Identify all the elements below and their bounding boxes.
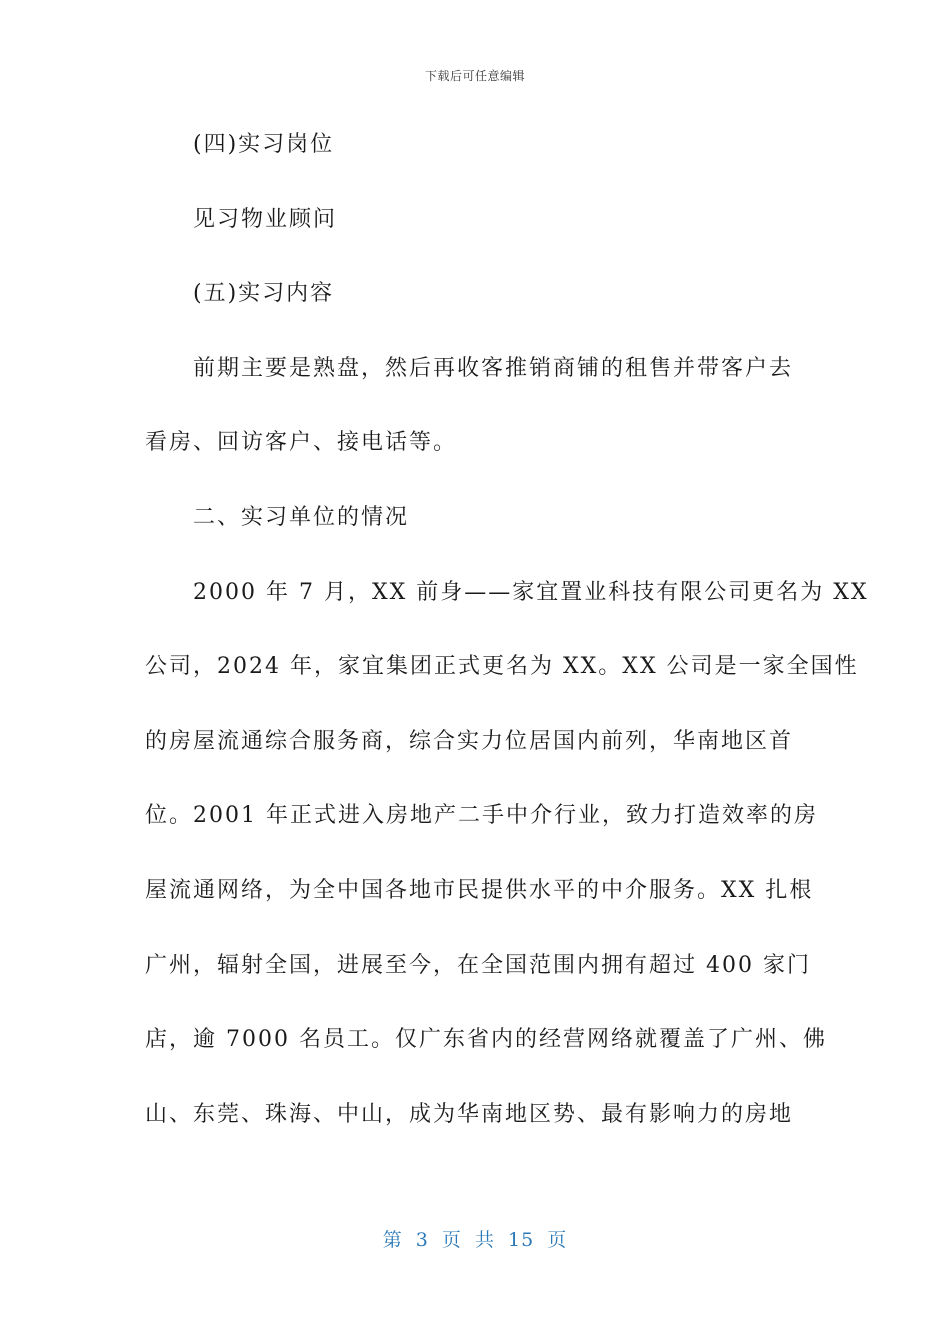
paragraph-line: 位。2001 年正式进入房地产二手中介行业，致力打造效率的房 <box>145 803 818 829</box>
paragraph-line: 山、东莞、珠海、中山，成为华南地区势、最有影响力的房地 <box>145 1101 794 1127</box>
paragraph-line: 看房、回访客户、接电话等。 <box>145 430 458 456</box>
paragraph-line: 的房屋流通综合服务商，综合实力位居国内前列，华南地区首 <box>145 728 794 754</box>
paragraph-line: 店，逾 7000 名员工。仅广东省内的经营网络就覆盖了广州、佛 <box>145 1027 827 1053</box>
section-heading: (五)实习内容 <box>193 281 335 307</box>
paragraph-line: 见习物业顾问 <box>193 206 338 232</box>
paragraph-line: 屋流通网络，为全中国各地市民提供水平的中介服务。XX 扎根 <box>145 877 814 903</box>
paragraph-line: 公司，2024 年，家宜集团正式更名为 XX。XX 公司是一家全国性 <box>145 654 859 680</box>
document-body <box>145 122 869 1166</box>
paragraph-line: 2000 年 7 月，XX 前身——家宜置业科技有限公司更名为 XX <box>193 579 869 605</box>
paragraph-line: 前期主要是熟盘，然后再收客推销商铺的租售并带客户去 <box>193 355 794 381</box>
section-heading: 二、实习单位的情况 <box>193 504 410 530</box>
section-heading: (四)实习岗位 <box>193 132 335 157</box>
header-note: 下载后可任意编辑 <box>424 69 525 83</box>
paragraph-line: 广州，辐射全国，进展至今，在全国范围内拥有超过 400 家门 <box>145 952 811 978</box>
page-number: 第 3 页 共 15 页 <box>382 1229 568 1251</box>
